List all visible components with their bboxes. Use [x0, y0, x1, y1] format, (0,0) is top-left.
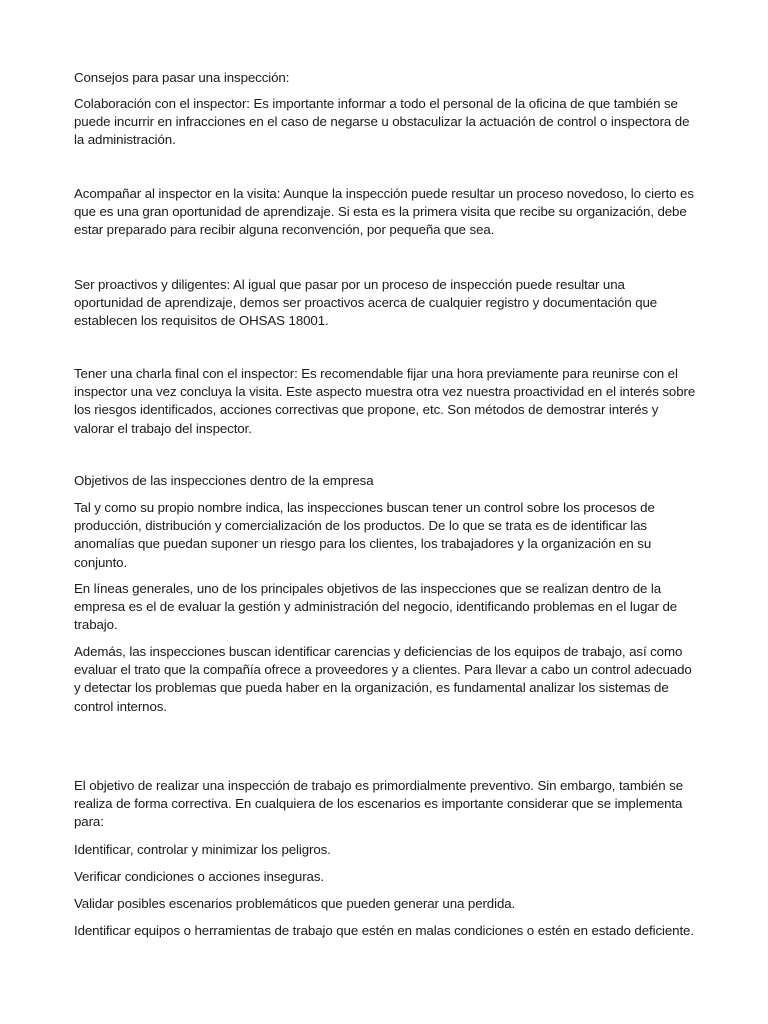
list-item-identificar-peligros: Identificar, controlar y minimizar los peligros. — [74, 842, 331, 857]
list-item-identificar-equipos: Identificar equipos o herramientas de trabajo que estén en malas condiciones o estén en estado deficiente. — [74, 923, 694, 938]
paragraph-acompanar: Acompañar al inspector en la visita: Aunque la inspección puede resultar un proceso novedoso, lo cierto es que es una gran oportunidad de aprendizaje. Si esta es la primera visita que recibe su organización, debe estar preparado para recibir alguna reconvención, por pequeña que sea. — [74, 186, 694, 238]
paragraph-charla-final: Tener una charla final con el inspector: Es recomendable fijar una hora previamente para reunirse con el inspector una vez concluya la visita. Este aspecto muestra otra vez nuestra proactividad en el interés sobre los riesgos identificados, acciones correctivas que propone, etc. Son métodos de demostrar interés y valorar el trabajo del inspector. — [74, 366, 696, 436]
paragraph-lineas-generales: En líneas generales, uno de los principales objetivos de las inspecciones que se realizan dentro de la empresa es el de evaluar la gestión y administración del negocio, identificando problemas en el lugar de trabajo. — [74, 581, 678, 633]
paragraph-carencias: Además, las inspecciones buscan identificar carencias y deficiencias de los equipos de trabajo, así como evaluar el trato que la compañía ofrece a proveedores y a clientes. Para llevar a cabo un control adecuado y detectar los problemas que pueda haber en la organización, es fundamental analizar los sistemas de control internos. — [74, 644, 692, 714]
list-item-verificar-condiciones: Verificar condiciones o acciones inseguras. — [74, 869, 324, 884]
section-heading-objetivos: Objetivos de las inspecciones dentro de la empresa — [74, 473, 374, 488]
list-item-validar-escenarios: Validar posibles escenarios problemáticos que pueden generar una perdida. — [74, 896, 516, 911]
paragraph-objetivo-preventivo: El objetivo de realizar una inspección de trabajo es primordialmente preventivo. Sin embargo, también se realiza de forma correctiva. En cualquiera de los escenarios es importante considerar que se implementa para: — [74, 778, 683, 830]
paragraph-colaboracion: Colaboración con el inspector: Es importante informar a todo el personal de la oficina de que también se puede incurrir en infracciones en el caso de negarse u obstaculizar la actuación de control o inspectora de la administración. — [74, 96, 690, 148]
paragraph-control-procesos: Tal y como su propio nombre indica, las inspecciones buscan tener un control sobre los procesos de producción, distribución y comercialización de los productos. De lo que se trata es de identificar las anomalías que puedan suponer un riesgo para los clientes, los trabajadores y la organización en su conjunto. — [74, 500, 655, 570]
section-heading-consejos: Consejos para pasar una inspección: — [74, 70, 290, 85]
paragraph-proactivos: Ser proactivos y diligentes: Al igual que pasar por un proceso de inspección puede resultar una oportunidad de aprendizaje, demos ser proactivos acerca de cualquier registro y documentación que establecen los requisitos de OHSAS 18001. — [74, 277, 658, 329]
